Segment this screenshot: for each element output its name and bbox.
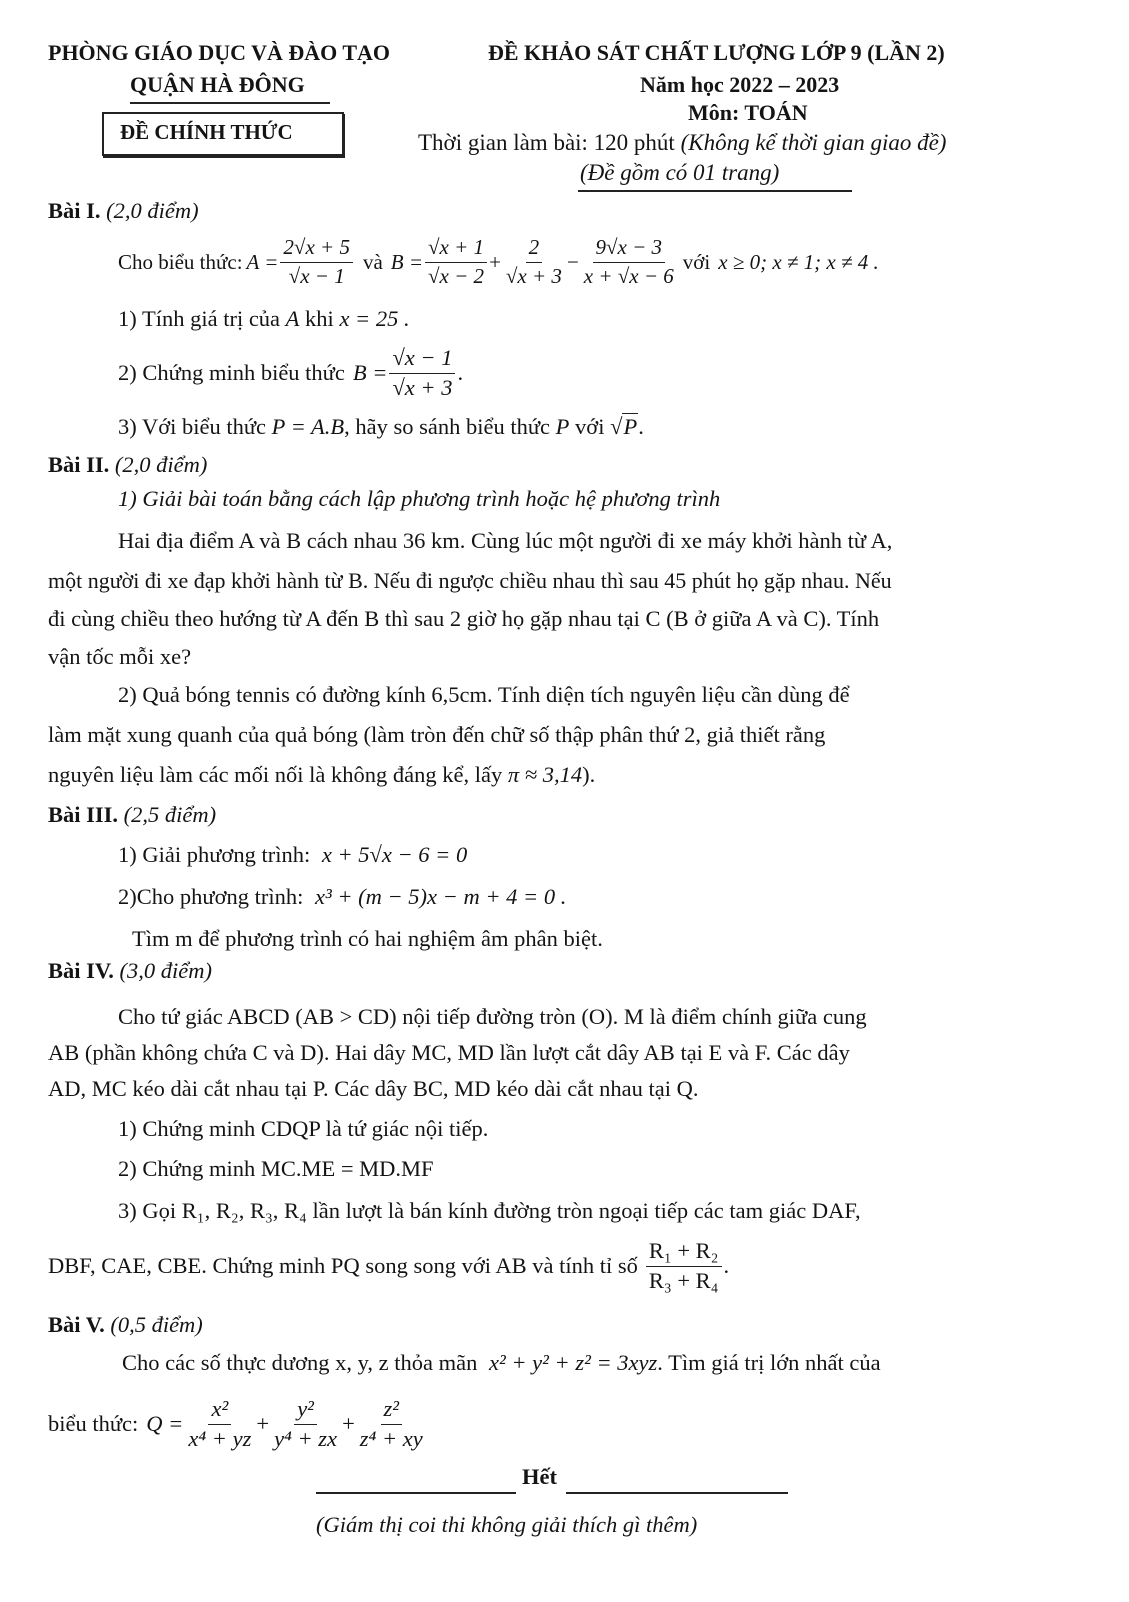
problem-3-heading <box>48 802 216 828</box>
question-text: khi <box>305 306 334 331</box>
math-expr: x = 25 . <box>339 306 410 331</box>
question-text: . Tìm giá trị lớn nhất của <box>657 1350 881 1375</box>
fraction-B-term-1 <box>425 236 487 287</box>
fraction-denominator: z⁴ + xy <box>359 1425 423 1451</box>
fraction-numerator: 9√x − 3 <box>593 236 666 262</box>
fraction-B-term-2 <box>503 236 565 287</box>
fraction-denominator: x + √x − 6 <box>583 263 674 288</box>
question-text: 3) Với biểu thức <box>118 414 267 439</box>
paragraph-line: một người đi xe đạp khởi hành từ B. Nếu đi ngược chiều nhau thì sau 45 phút họ gặp nhau. Nếu <box>48 568 892 593</box>
paragraph-line: vận tốc mỗi xe? <box>48 644 192 669</box>
time-note: (Không kể thời gian giao đề) <box>680 130 947 155</box>
question-text: ). <box>582 762 596 787</box>
fraction-Q-term-1 <box>185 1397 254 1452</box>
math-expr: P = A.B <box>271 414 345 439</box>
question-text: với <box>575 414 605 439</box>
fraction-denominator: √x − 2 <box>428 263 485 288</box>
paragraph-line: Cho tứ giác ABCD (AB > CD) nội tiếp đường tròn (O). M là điểm chính giữa cung <box>118 1004 867 1029</box>
exam-title: ĐỀ KHẢO SÁT CHẤT LƯỢNG LỚP 9 (LẦN 2) <box>488 40 945 65</box>
time-label: Thời gian làm bài: 120 phút <box>418 130 675 155</box>
sqrt-P: √P <box>610 414 638 439</box>
pages-note: (Đề gồm có 01 trang) <box>580 160 780 185</box>
question-4-1: 1) Chứng minh CDQP là tứ giác nội tiếp. <box>118 1116 489 1141</box>
fraction-B-simplified <box>389 346 455 401</box>
paragraph-line: 2) Quả bóng tennis có đường kính 6,5cm. Tính diện tích nguyên liệu cần dùng để <box>118 682 850 707</box>
question-1-3 <box>118 414 644 440</box>
equation: x³ + (m − 5)x − m + 4 = 0 . <box>314 884 567 909</box>
question-text: , hãy so sánh biểu thức <box>344 414 551 439</box>
fraction-denominator: x⁴ + yz <box>188 1425 252 1451</box>
question-text: 2) Chứng minh biểu thức <box>118 360 345 385</box>
period: . <box>723 1253 730 1278</box>
school-year: Năm học 2022 – 2023 <box>640 72 840 97</box>
problem-points: (3,0 điểm) <box>119 958 212 983</box>
paragraph-line: làm mặt xung quanh của quả bóng (làm tròn đến chữ số thập phân thứ 2, giả thiết rằng <box>48 722 826 747</box>
proctor-note: (Giám thị coi thi không giải thích gì thêm) <box>316 1512 698 1537</box>
end-rule-left <box>316 1492 516 1494</box>
fraction-numerator: √x + 1 <box>425 236 487 262</box>
official-badge: ĐỀ CHÍNH THỨC <box>120 120 293 144</box>
fraction-numerator: √x − 1 <box>389 346 455 374</box>
problem-4-heading <box>48 958 212 984</box>
fraction-denominator: y⁴ + zx <box>274 1425 338 1451</box>
subject: Môn: TOÁN <box>688 100 808 125</box>
expression-Q <box>48 1390 428 1458</box>
question-text: 1) Giải phương trình: <box>118 842 311 867</box>
problem-5-heading <box>48 1312 203 1338</box>
fraction-numerator: y² <box>294 1397 317 1425</box>
var-Q: Q = <box>146 1411 184 1436</box>
problem-points: (2,0 điểm) <box>114 452 208 477</box>
math-var: A <box>285 306 300 331</box>
problem-title: Bài II. <box>48 452 110 477</box>
fraction-numerator: z² <box>381 1397 403 1425</box>
fraction-denominator: √x + 3 <box>392 374 453 400</box>
question-3-2 <box>118 884 566 910</box>
with-text: với <box>682 249 711 274</box>
question-text: DBF, CAE, CBE. Chứng minh PQ song song với AB và tính tỉ số <box>48 1253 638 1278</box>
problem-title: Bài I. <box>48 198 101 223</box>
question-1-1 <box>118 306 410 332</box>
condition-equation: x² + y² + z² = 3xyz <box>489 1350 658 1375</box>
var-A: A = <box>246 249 279 274</box>
paragraph-line <box>122 1350 881 1376</box>
question-4-3-cont <box>48 1234 729 1298</box>
period: . <box>457 360 464 385</box>
fraction-numerator: x² <box>208 1397 231 1425</box>
problem-title: Bài V. <box>48 1312 105 1337</box>
pages-underline <box>578 190 852 192</box>
question-2-1-heading: 1) Giải bài toán bằng cách lập phương trình hoặc hệ phương trình <box>118 486 721 511</box>
question-text: 1) Tính giá trị của <box>118 306 281 331</box>
district-name: QUẬN HÀ ĐÔNG <box>130 72 305 97</box>
fraction-Q-term-2 <box>271 1397 340 1452</box>
problem-title: Bài IV. <box>48 958 114 983</box>
problem-title: Bài III. <box>48 802 119 827</box>
header-underline <box>130 102 330 104</box>
fraction-B-term-3 <box>581 236 677 287</box>
paragraph-line: đi cùng chiều theo hướng từ A đến B thì sau 2 giờ họ gặp nhau tại C (B ở giữa A và C). Tính <box>48 606 880 631</box>
end-rule-right <box>566 1492 788 1494</box>
fraction-denominator: √x − 1 <box>288 263 345 288</box>
question-text: Cho các số thực dương x, y, z thỏa mãn <box>122 1350 478 1375</box>
paragraph-line: AD, MC kéo dài cắt nhau tại P. Các dây BC, MD kéo dài cắt nhau tại Q. <box>48 1076 699 1101</box>
fraction-denominator: R₃ + R₄ <box>648 1267 719 1293</box>
fraction-denominator: √x + 3 <box>505 263 562 288</box>
problem-1-heading <box>48 198 199 224</box>
plus-sign: + <box>342 1411 355 1436</box>
minus-sign: − <box>566 249 579 274</box>
domain-conditions: x ≥ 0; x ≠ 1; x ≠ 4 . <box>718 249 879 274</box>
paragraph-line: AB (phần không chứa C và D). Hai dây MC, MD lần lượt cắt dây AB tại E và F. Các dây <box>48 1040 850 1065</box>
problem-2-heading <box>48 452 207 478</box>
paragraph-line: Hai địa điểm A và B cách nhau 36 km. Cùng lúc một người đi xe máy khởi hành từ A, <box>118 528 893 553</box>
problem-points: (2,5 điểm) <box>123 802 217 827</box>
ratio-fraction <box>646 1239 722 1294</box>
math-var: P <box>555 414 570 439</box>
var-B: B = <box>390 249 424 274</box>
question-text: 2)Cho phương trình: <box>118 884 304 909</box>
question-4-2: 2) Chứng minh MC.ME = MD.MF <box>118 1156 434 1181</box>
question-4-3: 3) Gọi R₁, R₂, R₃, R₄ lần lượt là bán kính đường tròn ngoại tiếp các tam giác DAF, <box>118 1198 861 1223</box>
intro-text: Cho biểu thức: <box>118 249 243 274</box>
end-label: Hết <box>522 1464 557 1489</box>
period: . <box>638 414 644 439</box>
time-allowed <box>418 130 946 156</box>
question-text: nguyên liệu làm các mối nối là không đáng kể, lấy <box>48 762 503 787</box>
fraction-Q-term-3 <box>357 1397 426 1452</box>
plus-sign: + <box>489 249 501 274</box>
and-text: và <box>362 249 383 274</box>
plus-sign: + <box>256 1411 270 1436</box>
fraction-A <box>280 236 353 287</box>
problem-points: (2,0 điểm) <box>106 198 199 223</box>
paragraph-line <box>48 762 595 788</box>
expressions-line <box>118 230 879 294</box>
question-3-1 <box>118 842 467 868</box>
question-text: biểu thức: <box>48 1411 139 1436</box>
fraction-numerator: 2√x + 5 <box>280 236 353 262</box>
equation: x + 5√x − 6 = 0 <box>321 842 468 867</box>
department-name: PHÒNG GIÁO DỤC VÀ ĐÀO TẠO <box>48 40 391 65</box>
question-3-2-task: Tìm m để phương trình có hai nghiệm âm phân biệt. <box>132 926 603 951</box>
problem-points: (0,5 điểm) <box>110 1312 203 1337</box>
fraction-numerator: R₁ + R₂ <box>646 1239 722 1267</box>
var-B: B = <box>352 360 388 385</box>
pi-approx: π ≈ 3,14 <box>507 762 583 787</box>
question-1-2 <box>118 342 463 404</box>
fraction-numerator: 2 <box>526 236 543 262</box>
